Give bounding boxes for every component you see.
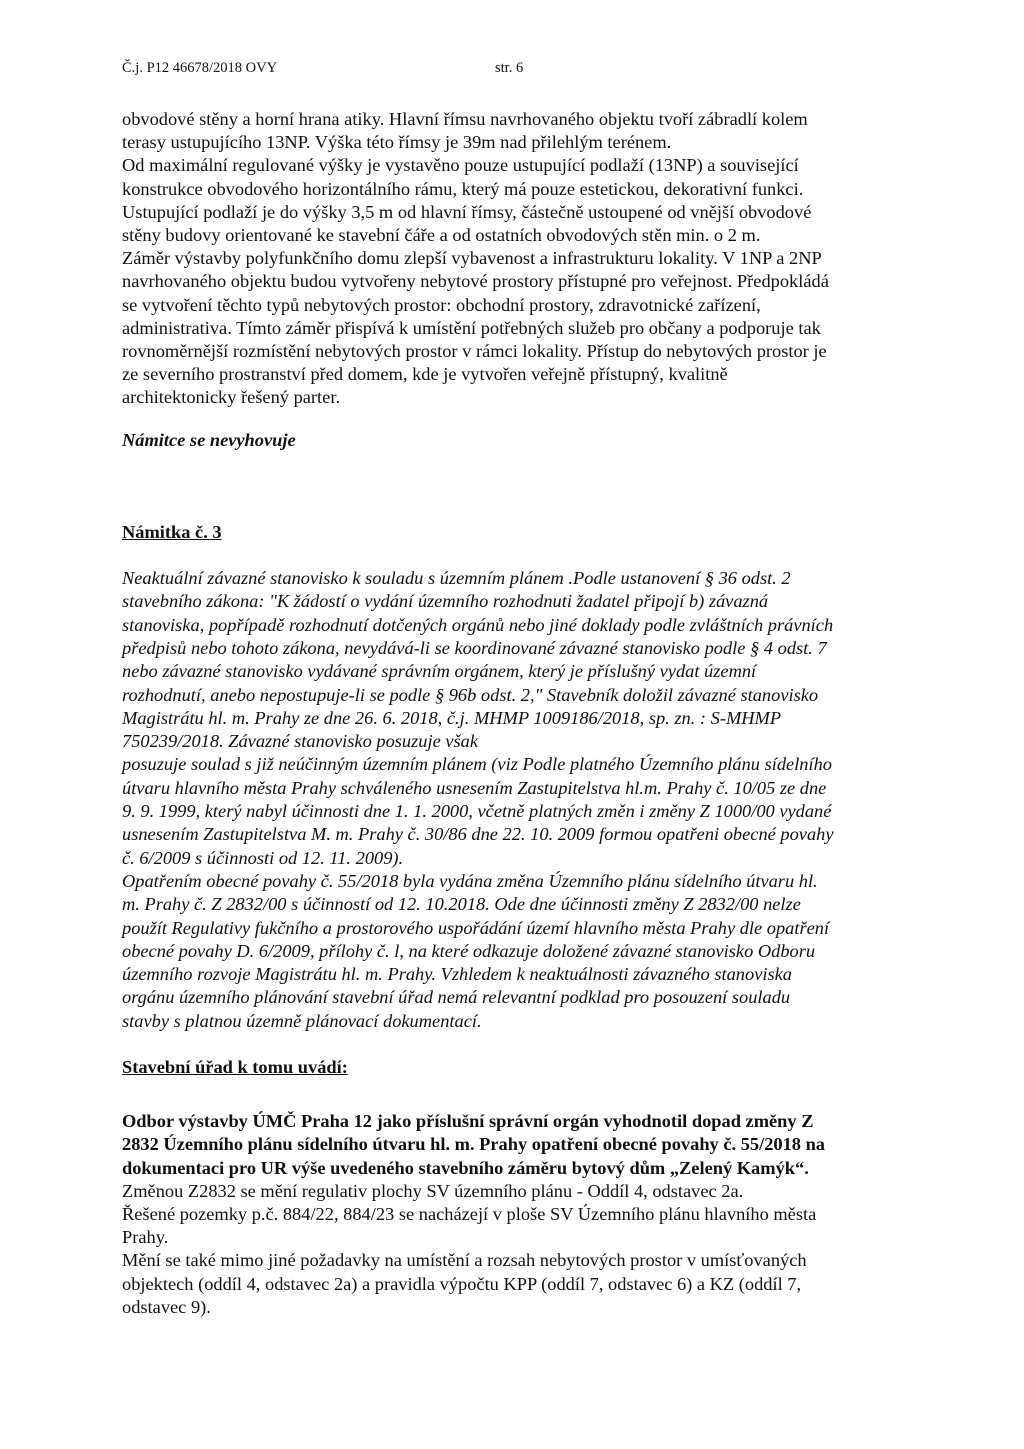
text-line: Změnou Z2832 se mění regulativ plochy SV územního plánu - Oddíl 4, odstavec 2a. [122,1180,744,1201]
page-number: str. 6 [495,60,524,76]
text-line: Řešené pozemky p.č. 884/22, 884/23 se nacházejí v ploše SV Územního plánu hlavního města [122,1204,817,1224]
text-line: č. 6/2009 s účinnosti od 12. 11. 2009). [122,847,404,868]
text-line: rozhodnutí, anebo nepostupuje-li se podle § 96b odst. 2," Stavebník doložil závazné stanovisko [122,684,819,705]
office-statement-heading: Stavební úřad k tomu uvádí: [122,1056,348,1077]
text-line: nebo závazné stanovisko vydávané správním orgánem, který je příslušný vydat územní [122,661,757,682]
text-line: stavby s platnou územně plánovací dokumentací. [122,1010,482,1031]
text-line: navrhovaného objektu budou vytvořeny nebytové prostory přístupné pro veřejnost. Předpokládá [122,271,829,292]
text-line: Neaktuální závazné stanovisko k souladu s územním plánem .Podle ustanovení § 36 odst. 2 [122,568,791,589]
text-line: obvodové stěny a horní hrana atiky. Hlavní římsu navrhovaného objektu tvoří zábradlí kolem [122,109,808,129]
text-line: Ustupující podlaží je do výšky 3,5 m od hlavní římsy, částečně ustoupené od vnější obvodové [122,201,812,222]
text-line: stavebního zákona: "K žádostí o vydání územního rozhodnuti žadatel připojí b) závazná [122,591,769,612]
text-line: usnesením Zastupitelstva M. m. Prahy č. 30/86 dne 22. 10. 2009 formou opatřeni obecné povahy [122,824,834,845]
text-line: Záměr výstavby polyfunkčního domu zlepší vybavenost a infrastrukturu lokality. V 1NP a 2NP [122,248,822,269]
text-line: 9. 9. 1999, který nabyl účinnosti dne 1. 1. 2000, včetně platných změn i změny Z 1000/00 vydané [122,801,832,822]
text-line: stanoviska, popřípadě rozhodnutí dotčených orgánů nebo jiné doklady podle zvláštních právních [122,614,834,635]
text-line: se vytvoření těchto typů nebytových prostor: obchodní prostory, zdravotnické zařízení, [122,294,761,315]
text-line: útvaru hlavního města Prahy schváleného usnesením Zastupitelstva hl.m. Prahy č. 10/05 ze dne [122,777,827,798]
decision-summary [122,1110,912,1180]
document-body [122,108,912,1319]
text-line: stěny budovy orientované ke stavební čáře a od ostatních obvodových stěn min. o 2 m. [122,225,761,246]
objection-heading: Námitka č. 3 [122,521,222,542]
text-line: Magistrátu hl. m. Prahy ze dne 26. 6. 2018, č.j. MHMP 1009186/2018, sp. zn. : S-MHMP [122,707,782,728]
text-line: odstavec 9). [122,1296,211,1317]
text-line: Opatřením obecné povahy č. 55/2018 byla vydána změna Územního plánu sídelního útvaru hl. [122,870,818,891]
text-line: terasy ustupujícího 13NP. Výška této římsy je 39m nad přilehlým terénem. [122,132,672,153]
text-line: 750239/2018. Závazné stanovisko posuzuje však [122,731,479,752]
text-line: Od maximální regulované výšky je vystavěno pouze ustupující podlaží (13NP) a související [122,155,799,176]
text-line: posuzuje soulad s již neúčinným územním plánem (viz Podle platného Územního plánu sídelního [122,754,833,775]
text-line: objektech (oddíl 4, odstavec 2a) a pravidla výpočtu KPP (oddíl 7, odstavec 6) a KZ (oddíl 7, [122,1273,802,1294]
text-line: konstrukce obvodového horizontálního rámu, který má pouze estetickou, dekorativní funkci. [122,178,804,199]
text-line: architektonicky řešený parter. [122,387,341,408]
text-line: ze severního prostranství před domem, kde je vytvořen veřejně přístupný, kvalitně [122,364,728,385]
text-line: administrativa. Tímto záměr přispívá k umístění potřebných služeb pro občany a podporuje tak [122,317,821,338]
text-line: Prahy. [122,1227,169,1248]
reference-number: Č.j. P12 46678/2018 OVY [122,60,278,76]
objection-result: Námitce se nevyhovuje [122,429,296,450]
text-line: Odbor výstavby ÚMČ Praha 12 jako příslušní správní orgán vyhodnotil dopad změny Z [122,1111,814,1132]
text-line: územního rozvoje Magistrátu hl. m. Prahy. Vzhledem k neaktuálnosti závazného stanoviska [122,964,792,985]
text-line: rovnoměrnější rozmístění nebytových prostor v rámci lokality. Přístup do nebytových prostor je [122,341,827,362]
page-header [122,60,902,80]
text-line: dokumentaci pro UR výše uvedeného stavebního záměru bytový dům „Zelený Kamýk“. [122,1157,809,1178]
text-line: Mění se také mimo jiné požadavky na umístění a rozsah nebytových prostor v umísťovaných [122,1250,807,1271]
paragraph-building-description [122,108,912,410]
text-line: m. Prahy č. Z 2832/00 s účinností od 12. 10.2018. Ode dne účinnosti změny Z 2832/00 nelze [122,894,801,915]
objection-text [122,567,912,1033]
text-line: použít Regulativy fukčního a prostorového uspořádání území hlavního města Prahy dle opatření [122,917,830,938]
text-line: 2832 Územního plánu sídelního útvaru hl. m. Prahy opatření obecné povahy č. 55/2018 na [122,1134,826,1155]
text-line: obecné povahy D. 6/2009, přílohy č. l, na které odkazuje doložené závazné stanovisko Odboru [122,940,816,961]
text-line: orgánu územního plánování stavební úřad nemá relevantní podklad pro posouzení souladu [122,987,791,1008]
text-line: předpisů nebo tohoto zákona, nevydává-li se koordinované závazné stanovisko podle § 4 odst. 7 [122,637,827,658]
decision-details [122,1180,912,1319]
